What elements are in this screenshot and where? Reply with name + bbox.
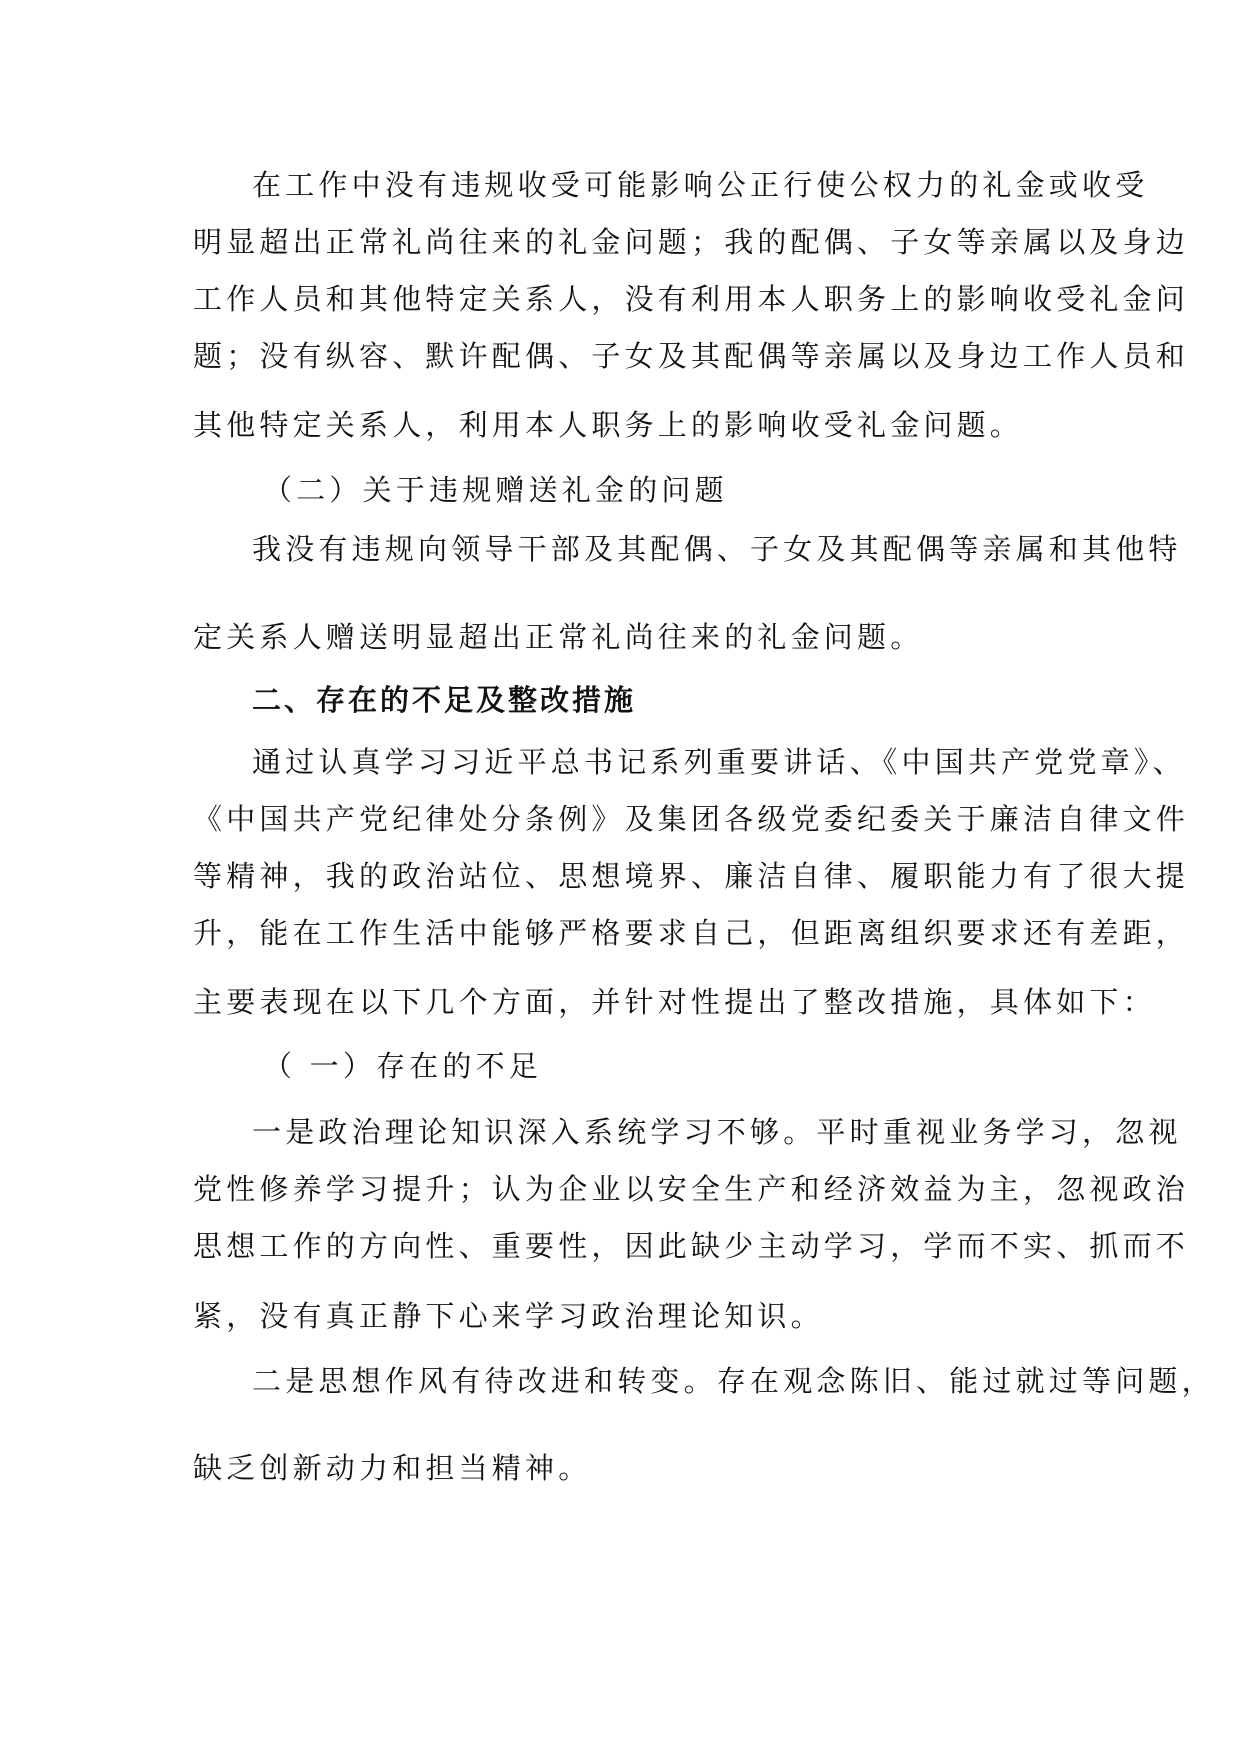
paragraph-line: 主要表现在以下几个方面，并针对性提出了整改措施，具体如下： (193, 985, 1156, 1019)
section-heading: 二、存在的不足及整改措施 (252, 683, 637, 717)
paragraph-line: 定关系人赠送明显超出正常礼尚往来的礼金问题。 (193, 620, 924, 654)
paragraph-line: 党性修养学习提升；认为企业以安全生产和经济效益为主，忽视政治 (193, 1172, 1190, 1206)
paragraph-line: 《中国共产党纪律处分条例》及集团各级党委纪委关于廉洁自律文件 (193, 802, 1190, 836)
paragraph-line: 工作人员和其他特定关系人，没有利用本人职务上的影响收受礼金问 (193, 282, 1190, 316)
subheading: （二）关于违规赠送礼金的问题 (263, 473, 728, 507)
paragraph-line: 二是思想作风有待改进和转变。存在观念陈旧、能过就过等问题， (252, 1364, 1215, 1398)
paragraph-line: 明显超出正常礼尚往来的礼金问题；我的配偶、子女等亲属以及身边 (193, 225, 1190, 259)
paragraph-line: 题；没有纵容、默许配偶、子女及其配偶等亲属以及身边工作人员和 (193, 339, 1190, 373)
paragraph-line: 紧，没有真正静下心来学习政治理论知识。 (193, 1299, 824, 1333)
paragraph-line: 其他特定关系人，利用本人职务上的影响收受礼金问题。 (193, 408, 1024, 442)
paragraph-line: 通过认真学习习近平总书记系列重要讲话、《中国共产党党章》、 (252, 745, 1186, 779)
subheading: （ 一）存在的不足 (263, 1049, 543, 1083)
paragraph-line: 思想工作的方向性、重要性，因此缺少主动学习，学而不实、抓而不 (193, 1229, 1190, 1263)
paragraph-line: 在工作中没有违规收受可能影响公正行使公权力的礼金或收受 (252, 168, 1149, 202)
paragraph-line: 我没有违规向领导干部及其配偶、子女及其配偶等亲属和其他特 (252, 532, 1182, 566)
paragraph-line: 缺乏创新动力和担当精神。 (193, 1451, 592, 1485)
paragraph-line: 等精神，我的政治站位、思想境界、廉洁自律、履职能力有了很大提 (193, 859, 1190, 893)
paragraph-line: 一是政治理论知识深入系统学习不够。平时重视业务学习，忽视 (252, 1115, 1182, 1149)
paragraph-line: 升，能在工作生活中能够严格要求自己，但距离组织要求还有差距， (193, 916, 1190, 950)
